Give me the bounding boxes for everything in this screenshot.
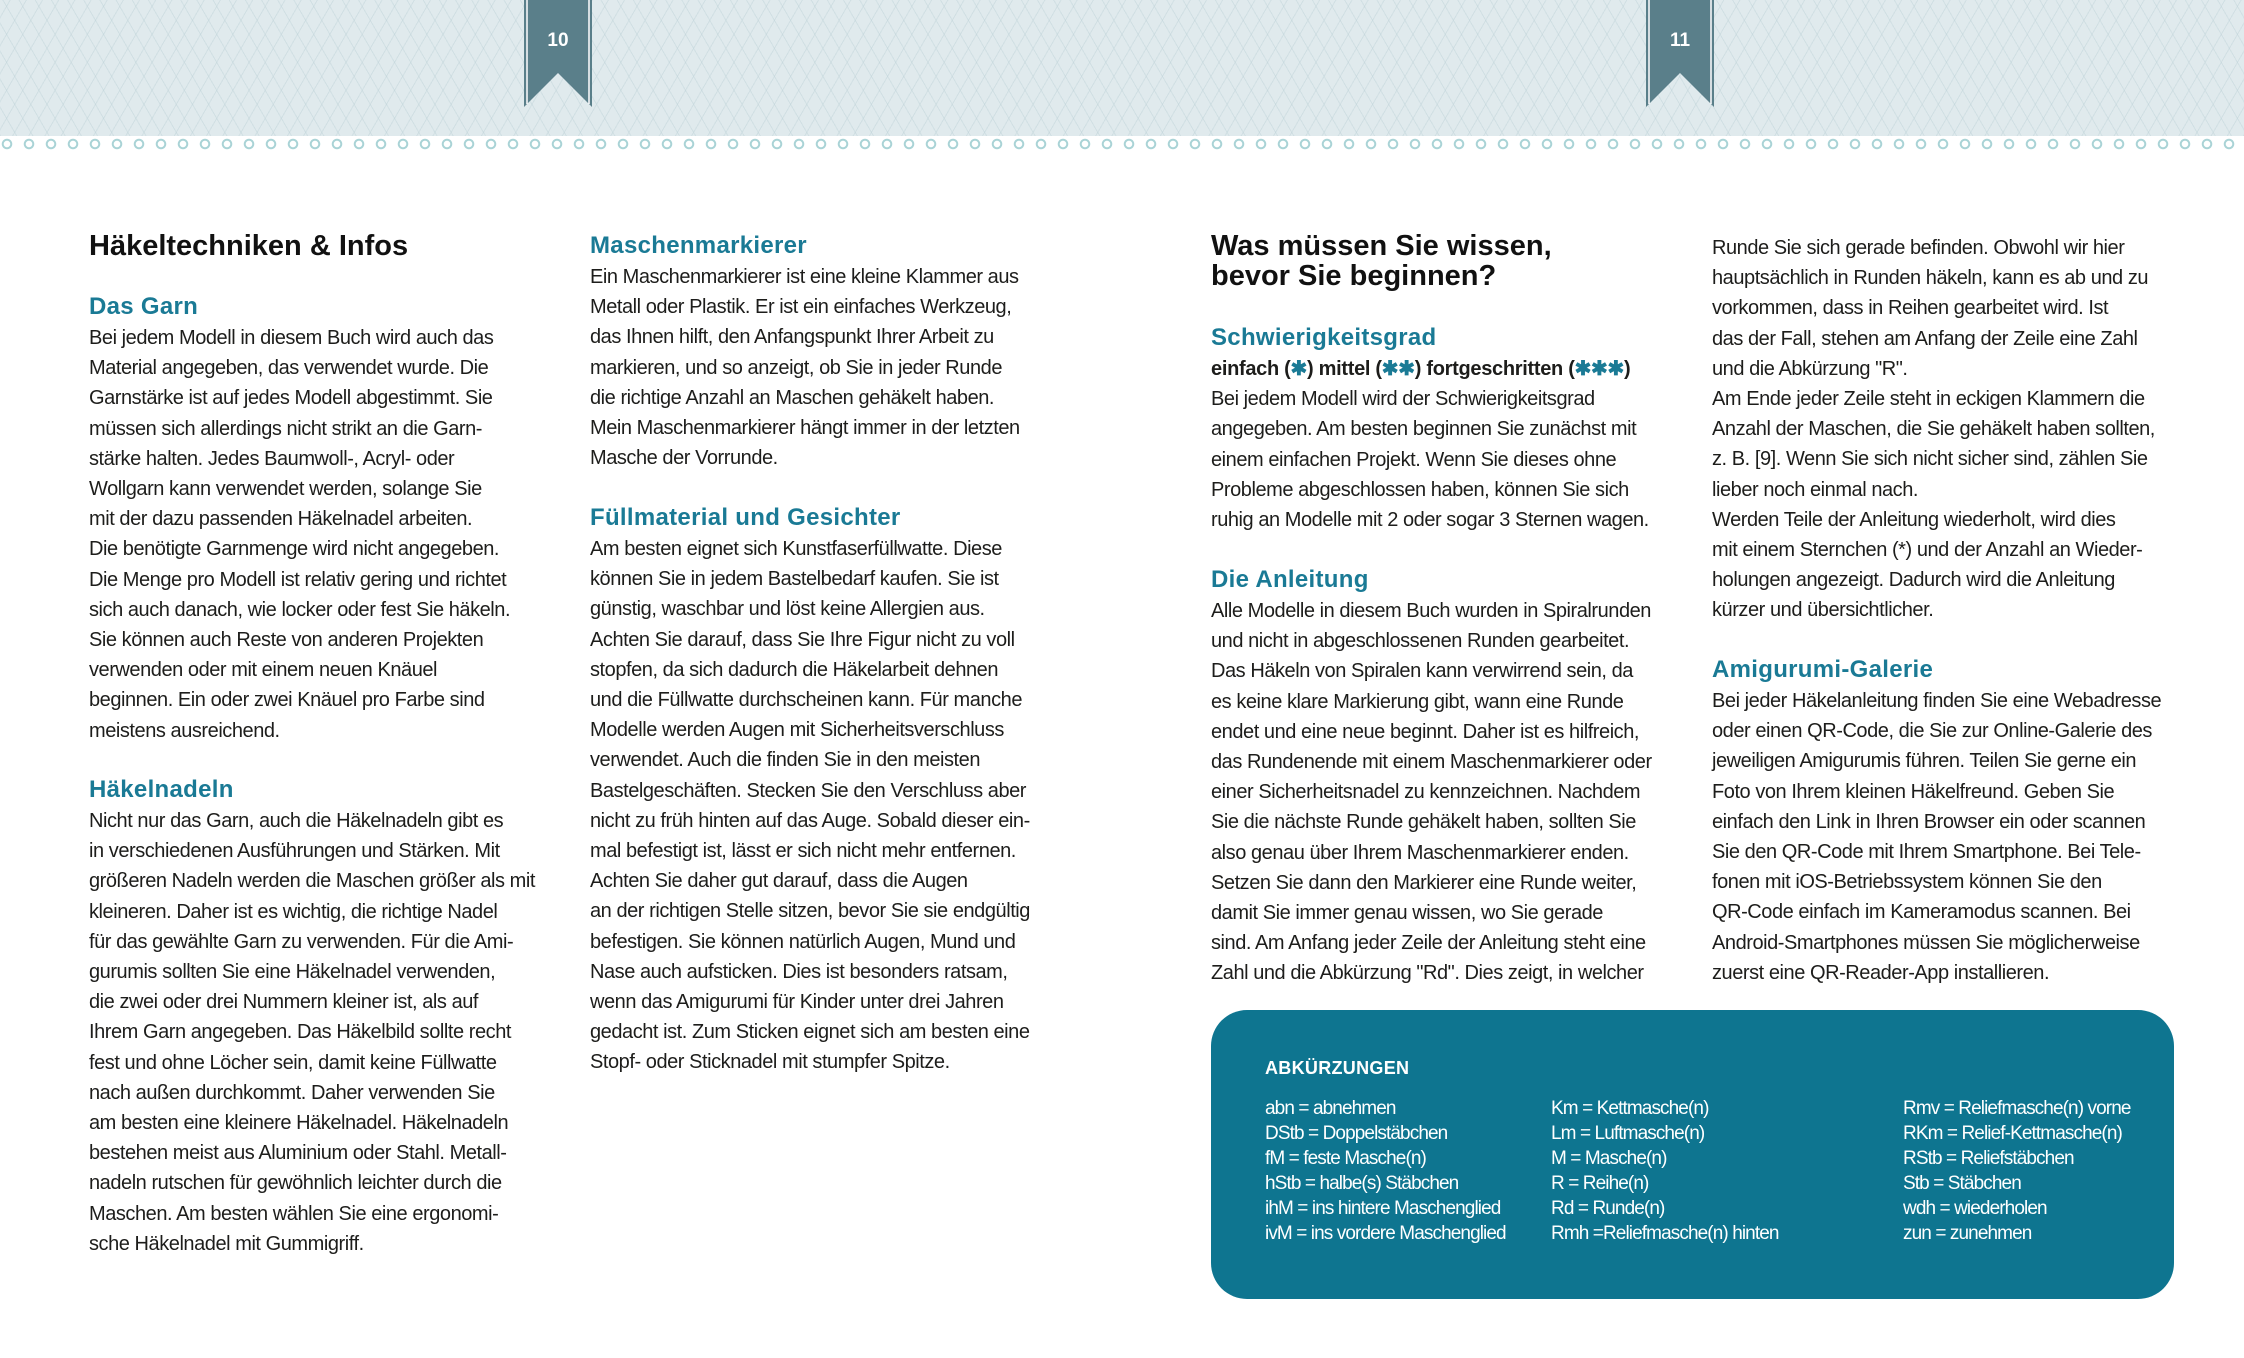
body-text-line: ruhig an Modelle mit 2 oder sogar 3 Sternen wagen. [1211,509,1649,532]
body-text-line: Sie die nächste Runde gehäkelt haben, sollten Sie [1211,811,1636,834]
body-text-line: das Rundenende mit einem Maschenmarkierer oder [1211,751,1652,774]
body-text-line: mit einem Sternchen (*) und der Anzahl an Wieder- [1712,539,2143,562]
body-text-line: wenn das Amigurumi für Kinder unter drei Jahren [590,991,1004,1014]
body-text-line: Am besten eignet sich Kunstfaserfüllwatte. Diese [590,538,1002,560]
star-icon: ✱ [1290,358,1308,380]
abbreviation-entry: Km = Kettmasche(n) [1551,1098,1709,1119]
body-text-line: Zahl und die Abkürzung "Rd". Dies zeigt, in welcher [1211,962,1644,985]
abbreviations-column [1903,1096,2131,1246]
page-number: 11 [1669,30,1691,51]
abbreviation-entry: R = Reihe(n) [1551,1173,1649,1194]
page-title: Häkeltechniken & Infos [89,230,409,262]
abbreviation-entry: wdh = wiederholen [1903,1198,2047,1219]
body-text-line: und die Füllwatte durchscheinen kann. Für manche [590,689,1022,712]
difficulty-mid-label: ) mittel ( [1307,358,1382,380]
section-haekelnadeln [89,774,535,1259]
body-text-line: Die benötigte Garnmenge wird nicht angegeben. [89,538,500,561]
abbreviation-entry: Rmh =Reliefmasche(n) hinten [1551,1223,1779,1244]
body-text-line: z. B. [9]. Wenn Sie sich nicht sicher sind, zählen Sie [1712,448,2148,471]
body-text-line: also genau über Ihrem Maschenmarkierer enden. [1211,841,1629,864]
body-text-line: günstig, waschbar und löst keine Allergien aus. [590,598,985,621]
body-text-line: müssen sich allerdings nicht strikt an die Garn- [89,417,483,440]
section-heading: Das Garn [89,293,199,320]
body-text-line: damit Sie immer genau wissen, wo Sie gerade [1211,902,1603,925]
body-text-line: Maschen. Am besten wählen Sie eine ergonomi- [89,1202,499,1225]
body-text-line: und nicht in abgeschlossenen Runden gearbeitet. [1211,630,1630,653]
body-text-line: endet und eine neue beginnt. Daher ist es hilfreich, [1211,720,1640,743]
body-text-line: größeren Nadeln werden die Maschen größer als mit [89,870,535,893]
abbreviation-entry: Lm = Luftmasche(n) [1551,1123,1705,1144]
body-text-line: Masche der Vorrunde. [590,447,778,470]
body-text-line: Foto von Ihrem kleinen Häkelfreund. Geben Sie [1712,780,2115,803]
body-text-line: Mein Maschenmarkierer hängt immer in der letzten [590,417,1020,440]
body-text-line: Stopf- oder Sticknadel mit stumpfer Spitze. [590,1051,950,1074]
body-text-line: für das gewählte Garn zu verwenden. Für die Ami- [89,930,514,953]
section-anleitung-continued [1712,233,2155,626]
body-text-line: jeweiligen Amigurumis führen. Teilen Sie gerne ein [1712,750,2137,773]
body-text-line: Garnstärke ist auf jedes Modell abgestimmt. Sie [89,387,493,410]
body-text-line: Probleme abgeschlossen haben, können Sie sich [1211,478,1629,501]
body-text-line: Setzen Sie dann den Markierer eine Runde weiter, [1211,871,1637,894]
body-text-line: Modelle werden Augen mit Sicherheitsverschluss [590,719,1004,742]
body-text-line: gedacht ist. Zum Sticken eignet sich am besten eine [590,1021,1030,1044]
xo-border-decoration [0,137,2244,151]
body-text-line: lieber noch einmal nach. [1712,478,1918,501]
body-text-line: Ein Maschenmarkierer ist eine kleine Klammer aus [590,266,1019,288]
body-text-line: die zwei oder drei Nummern kleiner ist, als auf [89,991,479,1014]
body-text-line: Anzahl der Maschen, die Sie gehäkelt haben sollten, [1712,418,2155,441]
body-text-line: mal befestigt ist, lässt er sich nicht mehr entfernen. [590,840,1016,863]
section-heading: Füllmaterial und Gesichter [590,504,901,531]
abbreviation-entry: ivM = ins vordere Maschenglied [1265,1223,1506,1244]
page-title [1211,231,1552,291]
bracket: ) [1623,358,1631,380]
body-text-line: Wollgarn kann verwendet werden, solange Sie [89,478,482,501]
abbreviation-entry: DStb = Doppelstäbchen [1265,1123,1448,1144]
body-text-line: sich auch danach, wie locker oder fest Sie häkeln. [89,598,511,621]
body-text-line: zuerst eine QR-Reader-App installieren. [1712,961,2050,984]
difficulty-easy-label: einfach ( [1211,358,1291,380]
body-text-line: Nase auch aufsticken. Dies ist besonders ratsam, [590,960,1008,983]
abbreviation-entry: fM = feste Masche(n) [1265,1148,1426,1169]
body-text-line: Am Ende jeder Zeile steht in eckigen Klammern die [1712,388,2145,411]
body-text-line: nach außen durchkommt. Daher verwenden Sie [89,1081,495,1104]
abbreviations-column [1551,1096,1779,1246]
body-text-line: oder einen QR-Code, die Sie zur Online-Galerie des [1712,720,2152,743]
section-amigurumi-galerie [1712,654,2161,988]
abbreviations-heading: ABKÜRZUNGEN [1265,1058,1410,1078]
star-icon: ✱✱✱ [1574,358,1624,380]
title-line: Was müssen Sie wissen, [1211,230,1552,262]
body-text-line: Achten Sie daher gut darauf, dass die Augen [590,870,968,893]
body-text-line: sind. Am Anfang jeder Zeile der Anleitung steht eine [1211,932,1646,955]
body-text-line: Bei jedem Modell wird der Schwierigkeitsgrad [1211,388,1595,411]
body-text-line: kürzer und übersichtlicher. [1712,599,1934,622]
body-text-line: mit der dazu passenden Häkelnadel arbeiten. [89,508,473,531]
section-heading: Häkelnadeln [89,776,234,803]
difficulty-legend [1211,354,1649,384]
body-text-line: beginnen. Ein oder zwei Knäuel pro Farbe sind [89,689,485,712]
body-text-line: befestigen. Sie können natürlich Augen, Mund und [590,930,1016,953]
body-text-line: einem einfachen Projekt. Wenn Sie dieses ohne [1211,448,1617,471]
bookmark-ribbon-icon [1646,0,1714,107]
page-number: 10 [547,30,569,51]
body-text-line: einfach den Link in Ihren Browser ein oder scannen [1712,810,2146,833]
section-heading: Maschenmarkierer [590,232,807,259]
body-text-line: verwenden oder mit einem neuen Knäuel [89,659,438,682]
abbreviation-entry: Rmv = Reliefmasche(n) vorne [1903,1098,2131,1119]
section-maschenmarkierer [590,230,1020,473]
section-fuellmaterial [590,502,1030,1078]
abbreviation-entry: zun = zunehmen [1903,1223,2032,1244]
abbreviations-box [1211,1010,2174,1299]
section-heading: Die Anleitung [1211,566,1369,593]
body-text-line: Material angegeben, das verwendet wurde. Die [89,357,489,380]
body-text-line: das Ihnen hilft, den Anfangspunkt Ihrer Arbeit zu [590,326,994,349]
body-text-line: Das Häkeln von Spiralen kann verwirrend sein, da [1211,660,1633,683]
abbreviation-entry: abn = abnehmen [1265,1098,1396,1119]
body-text-line: angegeben. Am besten beginnen Sie zunächst mit [1211,418,1637,441]
body-text-line: Sie können auch Reste von anderen Projekten [89,629,484,652]
body-text-line: fonen mit iOS-Betriebssystem können Sie den [1712,871,2102,894]
abbreviations-column [1265,1096,1506,1246]
body-text-line: und die Abkürzung "R". [1712,357,1908,380]
body-text-line: QR-Code einfach im Kameramodus scannen. Bei [1712,901,2131,924]
body-text-line: in verschiedenen Ausführungen und Stärken. Mit [89,840,500,863]
title-line: bevor Sie beginnen? [1211,260,1497,292]
body-text-line: fest und ohne Löcher sein, damit keine Füllwatte [89,1051,497,1074]
body-text-line: kleineren. Daher ist es wichtig, die richtige Nadel [89,900,498,923]
page-number-ribbon-right [1646,0,1714,107]
body-text-line: Ihrem Garn angegeben. Das Häkelbild sollte recht [89,1021,511,1044]
body-text-line: Metall oder Plastik. Er ist ein einfaches Werkzeug, [590,296,1012,319]
body-text-line: bestehen meist aus Aluminium oder Stahl. Metall- [89,1142,507,1165]
section-die-anleitung [1211,564,1652,989]
body-text-line: es keine klare Markierung gibt, wann eine Runde [1211,690,1624,713]
body-text-line: Die Menge pro Modell ist relativ gering und richtet [89,568,507,591]
page-number-ribbon-left [524,0,592,107]
body-text-line: stopfen, da sich dadurch die Häkelarbeit dehnen [590,658,999,681]
body-text-line: hauptsächlich in Runden häkeln, kann es ab und zu [1712,267,2149,290]
body-text-line: verwendet. Auch die finden Sie in den meisten [590,749,981,772]
section-heading: Schwierigkeitsgrad [1211,324,1437,351]
body-text-line: Achten Sie darauf, dass Sie Ihre Figur nicht zu voll [590,628,1015,651]
body-text-line: Alle Modelle in diesem Buch wurden in Spiralrunden [1211,600,1651,622]
abbreviation-entry: Stb = Stäbchen [1903,1173,2021,1194]
body-text-line: gurumis sollten Sie eine Häkelnadel verwenden, [89,961,496,984]
abbreviation-entry: Rd = Runde(n) [1551,1198,1665,1219]
body-text-line: nicht zu früh hinten auf das Auge. Sobald dieser ein- [590,809,1030,832]
abbreviation-entry: hStb = halbe(s) Stäbchen [1265,1173,1459,1194]
body-text-line: vorkommen, dass in Reihen gearbeitet wird. Ist [1712,297,2109,320]
body-text-line: Werden Teile der Anleitung wiederholt, wird dies [1712,508,2116,531]
abbreviation-entry: ihM = ins hintere Maschenglied [1265,1198,1501,1219]
body-text-line: meistens ausreichend. [89,719,280,742]
body-text-line: Bastelgeschäften. Stecken Sie den Verschluss aber [590,779,1027,802]
body-text-line: an der richtigen Stelle sitzen, bevor Sie sie endgültig [590,900,1030,923]
body-text-line: markieren, und so anzeigt, ob Sie in jeder Runde [590,356,1002,379]
body-text-line: holungen angezeigt. Dadurch wird die Anleitung [1712,569,2115,592]
abbreviation-entry: RStb = Reliefstäbchen [1903,1148,2074,1169]
body-text-line: einer Sicherheitsnadel zu kennzeichnen. Nachdem [1211,781,1641,804]
section-schwierigkeitsgrad [1211,322,1649,535]
section-body [1211,384,1649,535]
abbreviation-entry: M = Masche(n) [1551,1148,1667,1169]
body-text-line: können Sie in jedem Bastelbedarf kaufen. Sie ist [590,568,999,591]
star-icon: ✱✱ [1381,358,1415,380]
abbreviation-entry: RKm = Relief-Kettmasche(n) [1903,1123,2122,1144]
bookmark-ribbon-icon [524,0,592,107]
body-text-line: am besten eine kleinere Häkelnadel. Häkelnadeln [89,1112,509,1135]
body-text-line: stärke halten. Jedes Baumwoll-, Acryl- oder [89,447,455,470]
body-text-line: Bei jedem Modell in diesem Buch wird auch das [89,327,494,349]
section-heading: Amigurumi-Galerie [1712,656,1934,683]
body-text-line: Nicht nur das Garn, auch die Häkelnadeln gibt es [89,810,504,832]
body-text-line: Bei jeder Häkelanleitung finden Sie eine Webadresse [1712,690,2162,712]
header-pattern-band [0,0,2244,136]
body-text-line: Sie den QR-Code mit Ihrem Smartphone. Bei Tele- [1712,841,2141,864]
body-text-line: Runde Sie sich gerade befinden. Obwohl wir hier [1712,237,2125,259]
body-text-line: die richtige Anzahl an Maschen gehäkelt haben. [590,386,995,409]
body-text-line: sche Häkelnadel mit Gummigriff. [89,1232,364,1255]
difficulty-advanced-label: ) fortgeschritten ( [1414,358,1575,380]
body-text-line: das der Fall, stehen am Anfang der Zeile eine Zahl [1712,327,2138,350]
section-das-garn [89,291,510,746]
body-text-line: Android-Smartphones müssen Sie möglicherweise [1712,931,2140,954]
body-text-line: nadeln rutschen für gewöhnlich leichter durch die [89,1172,502,1195]
